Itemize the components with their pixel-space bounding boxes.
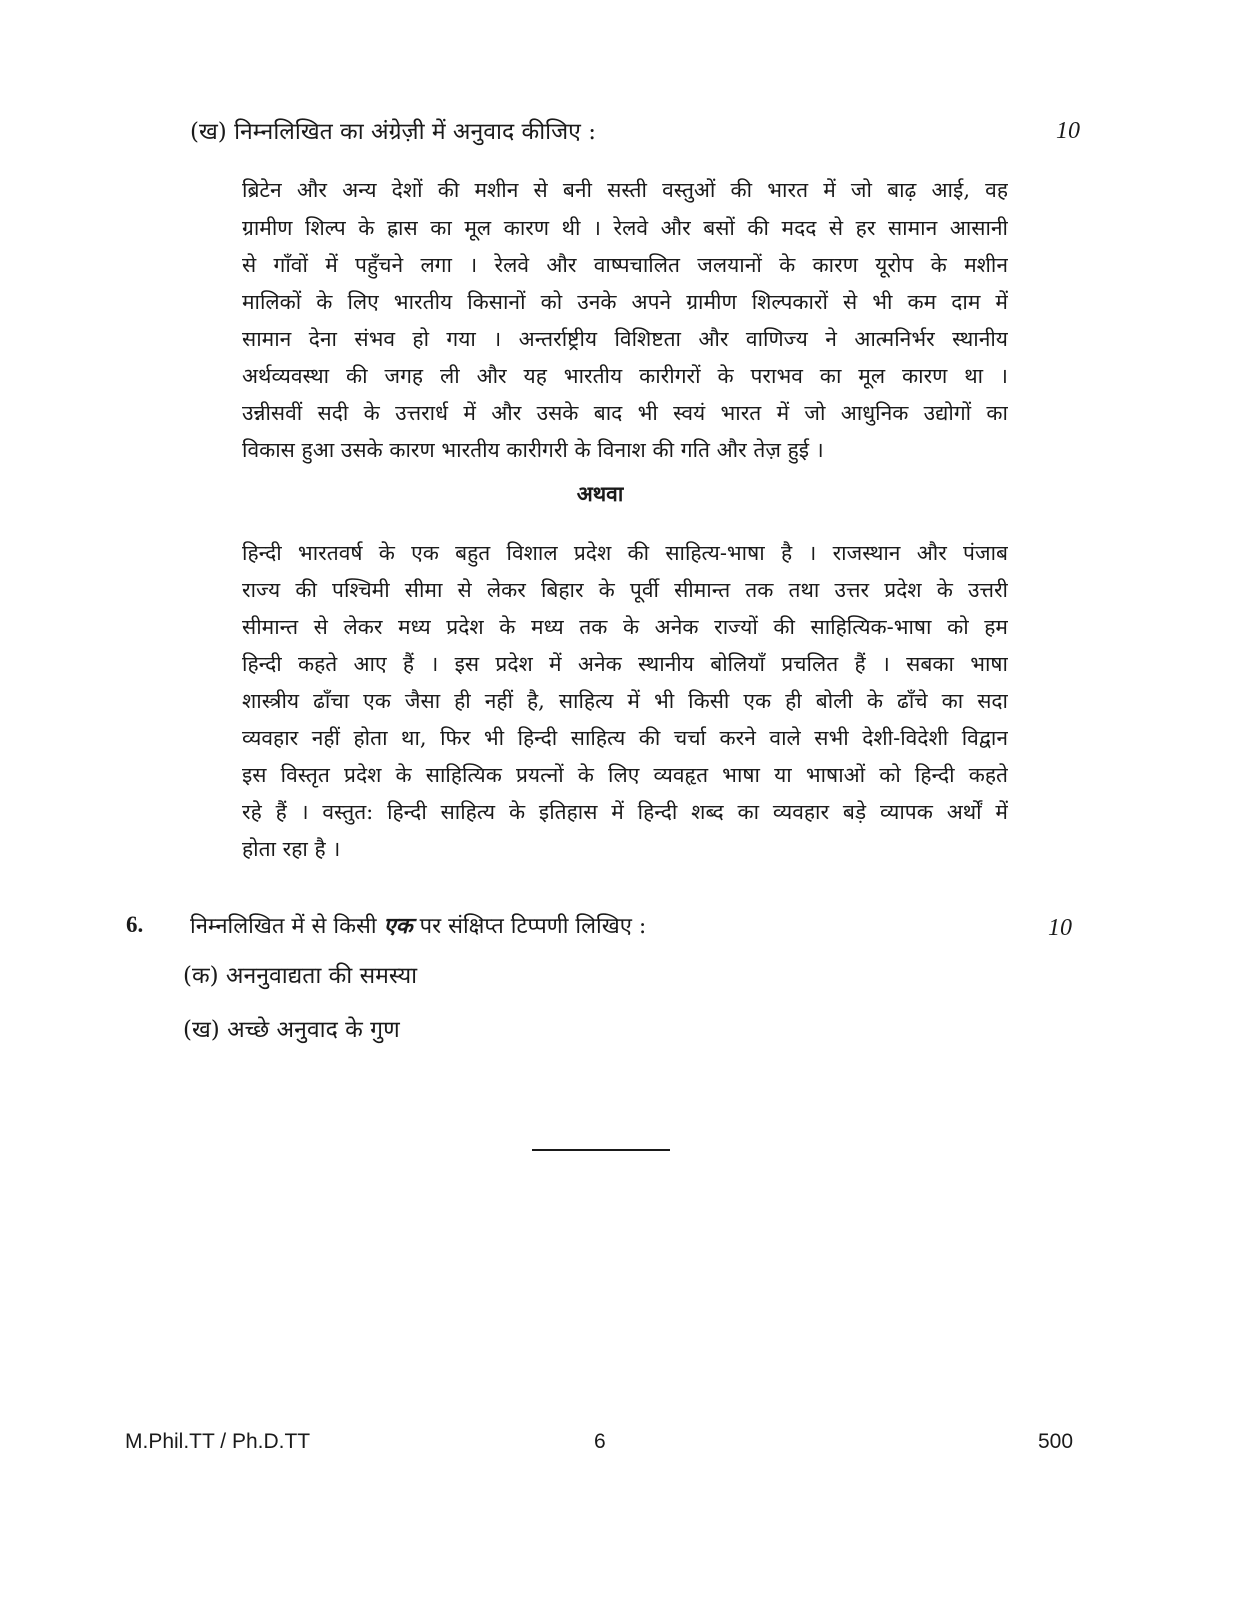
passage-2-line: हिन्दी भारतवर्ष के एक बहुत विशाल प्रदेश की साहित्य-भाषा है । राजस्थान और पंजाब: [242, 541, 1008, 565]
question-6-text-after: पर संक्षिप्त टिप्पणी लिखिए :: [412, 914, 647, 939]
question-6-text-before: निम्नलिखित में से किसी: [190, 914, 384, 939]
passage-1-line: विकास हुआ उसके कारण भारतीय कारीगरी के विनाश की गति और तेज़ हुई ।: [242, 438, 824, 462]
question-6-option-ka: (क) अननुवाद्यता की समस्या: [183, 963, 418, 989]
passage-1-line: ब्रिटेन और अन्य देशों की मशीन से बनी सस्ती वस्तुओं की भारत में जो बाढ़ आई, वह: [242, 178, 1008, 202]
passage-1-line: अर्थव्यवस्था की जगह ली और यह भारतीय कारीगरों के पराभव का मूल कारण था ।: [242, 364, 1008, 388]
passage-1-line: से गाँवों में पहुँचने लगा । रेलवे और वाष्पचालित जलयानों के कारण यूरोप के मशीन: [242, 253, 1008, 277]
question-6-marks: 10: [1048, 915, 1072, 941]
passage-2-line: हिन्दी कहते आए हैं । इस प्रदेश में अनेक स्थानीय बोलियाँ प्रचलित हैं । सबका भाषा: [242, 652, 1008, 676]
or-separator: अथवा: [576, 481, 624, 506]
footer-course: M.Phil.TT / Ph.D.TT: [125, 1430, 311, 1453]
end-divider: [532, 1149, 670, 1151]
question-label: (ख): [190, 119, 227, 145]
passage-2-line: व्यवहार नहीं होता था, फिर भी हिन्दी साहित्य की चर्चा करने वाले सभी देशी-विदेशी विद्वान: [242, 726, 1008, 750]
question-6-number: 6.: [126, 912, 144, 937]
passage-2-line: इस विस्तृत प्रदेश के साहित्यिक प्रयत्नों के लिए व्यवहृत भाषा या भाषाओं को हिन्दी कहते: [242, 763, 1008, 787]
passage-1-line: मालिकों के लिए भारतीय किसानों को उनके अपने ग्रामीण शिल्पकारों से भी कम दाम में: [242, 290, 1008, 314]
footer-page-number: 6: [594, 1430, 606, 1453]
passage-1-line: ग्रामीण शिल्प के ह्रास का मूल कारण थी । रेलवे और बसों की मदद से हर सामान आसानी: [242, 216, 1008, 240]
passage-1-line: उन्नीसवीं सदी के उत्तरार्ध में और उसके बाद भी स्वयं भारत में जो आधुनिक उद्योगों का: [242, 401, 1008, 425]
question-6-option-kha: (ख) अच्छे अनुवाद के गुण: [183, 1017, 400, 1043]
question-kha-marks: 10: [1056, 118, 1080, 144]
passage-2-line: शास्त्रीय ढाँचा एक जैसा ही नहीं है, साहित्य में भी किसी एक ही बोली के ढाँचे का सदा: [242, 689, 1008, 713]
question-kha-heading: [190, 114, 596, 146]
passage-2-line: होता रहा है ।: [242, 837, 341, 861]
passage-1-line: सामान देना संभव हो गया । अन्तर्राष्ट्रीय विशिष्टता और वाणिज्य ने आत्मनिर्भर स्थानीय: [242, 327, 1008, 351]
passage-2-line: सीमान्त से लेकर मध्य प्रदेश के मध्य तक के अनेक राज्यों की साहित्यिक-भाषा को हम: [242, 615, 1008, 639]
footer-code: 500: [1038, 1430, 1074, 1453]
question-instruction: निम्नलिखित का अंग्रेज़ी में अनुवाद कीजिए :: [234, 119, 596, 145]
passage-2-line: राज्य की पश्चिमी सीमा से लेकर बिहार के पूर्वी सीमान्त तक तथा उत्तर प्रदेश के उत्तरी: [242, 578, 1008, 602]
passage-2-line: रहे हैं । वस्तुत: हिन्दी साहित्य के इतिहास में हिन्दी शब्द का व्यवहार बड़े व्यापक अर्थों में: [242, 800, 1008, 824]
question-6-emphasis: एक: [383, 913, 413, 939]
question-6-text: [190, 910, 646, 940]
